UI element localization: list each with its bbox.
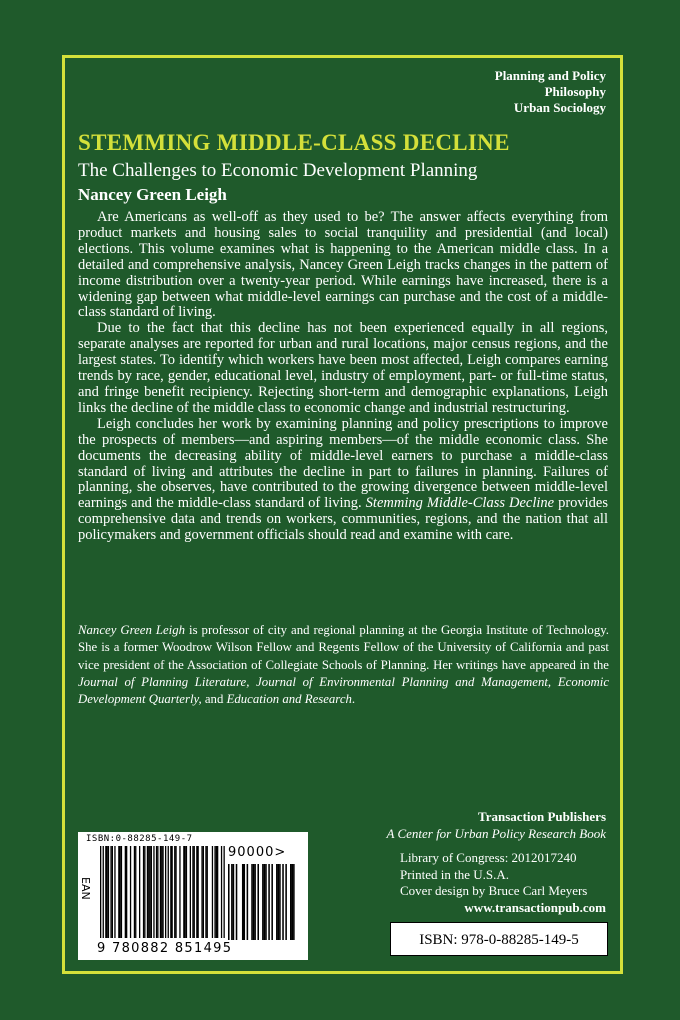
barcode-bar [268,864,270,940]
barcode-bar [276,864,278,940]
publisher-website: www.transactionpub.com [464,899,606,915]
author-bio [78,622,609,708]
barcode-bar [196,846,197,938]
barcode-bar [285,864,287,940]
barcode-bar [190,846,191,938]
barcode [78,832,308,960]
bio-text: . [351,692,356,707]
barcode-bar [144,846,145,938]
barcode-bar [247,864,249,940]
bio-journals: Journal of Planning Literature, Journal of Environmental Planning and Management, Economic Development Quarterly, [78,674,609,707]
barcode-bar [161,846,162,938]
blurb-book-title: Stemming Middle-Class Decline [365,495,555,512]
barcode-bar [282,864,284,940]
barcode-bar [170,846,171,938]
cover-design-credit: Cover design by Bruce Carl Meyers [400,883,588,898]
barcode-bar [212,846,213,938]
barcode-bar [278,864,280,940]
barcode-bar [157,846,158,938]
bio-text: and [201,692,227,707]
barcode-bar [205,846,206,938]
barcode-bar [100,846,101,938]
barcode-bar [162,846,163,938]
barcode-bar [118,846,119,938]
barcode-bar [231,864,233,940]
bio-text: is professor of city and regional planning at the Georgia Institute of Technology. She is a former Woodrow Wilson Fellow and Regents Fellow of the University of California and past vice president of the Association of Collegiate Schools of Planning. Her writings have appeared in the [78,623,609,672]
barcode-bar [160,846,161,938]
blurb [78,210,608,544]
barcode-bar [139,846,140,938]
book-author: Nancey Green Leigh [78,185,227,204]
barcode-bar [233,864,235,940]
barcode-bar [293,864,295,940]
barcode-bar [112,846,113,938]
barcode-bar [114,846,115,938]
barcode-bar [121,846,122,938]
barcode-bar [134,846,135,938]
barcode-bar [125,846,126,938]
category-item: Urban Sociology [513,100,606,115]
barcode-bar [242,864,244,940]
barcode-bar [207,846,208,938]
publisher-block [386,808,606,842]
blurb-text: provides comprehensive data and trends on workers, communities, regions, and the nation that all policymakers and government officials should read and examine with care. [78,495,609,544]
bio-journal: Education and Research [226,692,352,707]
category-list [495,68,606,116]
barcode-bar [201,846,202,938]
barcode-bar [175,846,176,938]
barcode-bar [151,846,152,938]
category-item: Planning and Policy [494,68,606,83]
barcode-ean-label: EAN [79,877,92,900]
barcode-bar [264,864,266,940]
barcode-bar [153,846,154,938]
bio-paragraph [78,622,609,708]
barcode-bar [203,846,204,938]
barcode-bar [108,846,109,938]
barcode-bar [179,846,180,938]
barcode-bar [265,864,267,940]
barcode-bar [279,864,281,940]
barcode-bar [257,864,259,940]
barcode-bar [290,864,292,940]
barcode-bar [236,864,238,940]
blurb-paragraph: Are Americans as well-off as they used to be? The answer affects everything from product markets and housing sales to social tranquility and presidential (and local) elections. This volume examines what is happening to the American middle class. In a detailed and comprehensive analysis, Nancey Green Leigh tracks changes in the pattern of income distribution over a twenty-year period. While earnings have increased, there is a widening gap between what middle-level earnings can purchase and the cost of a middle-class standard of living. [78,209,608,321]
library-of-congress: Library of Congress: 2012017240 [400,850,577,865]
barcode-addon-number: 90000> [228,845,287,860]
blurb-paragraph: Due to the fact that this decline has not been experienced equally in all regions, separate analyses are reported for urban and rural locations, major census regions, and the largest states. To identify which workers have been most affected, Leigh compares earning trends by race, gender, educational level, industry of employment, part- or full-time status, and fringe benefit recipiency. Rejecting short-term and demographic explanations, Leigh links the decline of the middle class to economic change and industrial restructuring. [78,320,608,416]
barcode-bar [110,846,111,938]
bio-author-name: Nancey Green Leigh [78,623,186,637]
barcode-bar [107,846,108,938]
barcode-bar [120,846,121,938]
barcode-bar [214,846,215,938]
barcode-bar [126,846,127,938]
barcode-bar [224,846,225,938]
barcode-isbn-label: ISBN:0-88285-149-7 [86,834,193,844]
barcode-bar [186,846,187,938]
barcode-bar [262,864,264,940]
barcode-bar [192,846,193,938]
barcode-bar [216,846,217,938]
barcode-bar [149,846,150,938]
barcode-bar [198,846,199,938]
barcode-bar [148,846,149,938]
barcode-bar [217,846,218,938]
barcode-bar [271,864,273,940]
isbn-box: ISBN: 978-0-88285-149-5 [390,922,608,956]
barcode-bar [165,846,166,938]
barcode-bar [147,846,148,938]
barcode-bar [194,846,195,938]
barcode-number: 9 780882 851495 [97,941,233,956]
barcode-bar [168,846,169,938]
barcode-bar [183,846,184,938]
barcode-bar [251,864,253,940]
barcode-bar [228,864,230,940]
printed-in: Printed in the U.S.A. [400,866,510,882]
barcode-bar [105,846,106,938]
barcode-bar [143,846,144,938]
barcode-bar [174,846,175,938]
barcode-bar [130,846,131,938]
library-info [400,850,606,916]
publisher-series: A Center for Urban Policy Research Book [386,826,606,841]
book-subtitle: The Challenges to Economic Development Planning [78,160,478,181]
barcode-bar [103,846,104,938]
barcode-bar [254,864,256,940]
book-title: STEMMING MIDDLE-CLASS DECLINE [78,130,510,155]
barcode-bar [172,846,173,938]
blurb-text: Leigh concludes her work by examining planning and policy prescriptions to improve the prospects of members—and aspiring members—of the middle economic class. She documents the decreasing ability of middle-level earners to purchase a middle-class standard of living and attributes the decline in part to failures in planning. Failures of planning, she observes, have contributed to the growing divergence between middle-level earnings and the middle-class standard of living. [78,415,608,512]
barcode-bar [135,846,136,938]
blurb-paragraph [78,417,608,544]
barcode-bar [253,864,255,940]
category-item: Philosophy [544,84,606,99]
barcode-bar [244,864,246,940]
publisher-name: Transaction Publishers [478,809,606,824]
barcode-bar [156,846,157,938]
barcode-bar [292,864,294,940]
barcode-bar [221,846,222,938]
barcode-bar [185,846,186,938]
